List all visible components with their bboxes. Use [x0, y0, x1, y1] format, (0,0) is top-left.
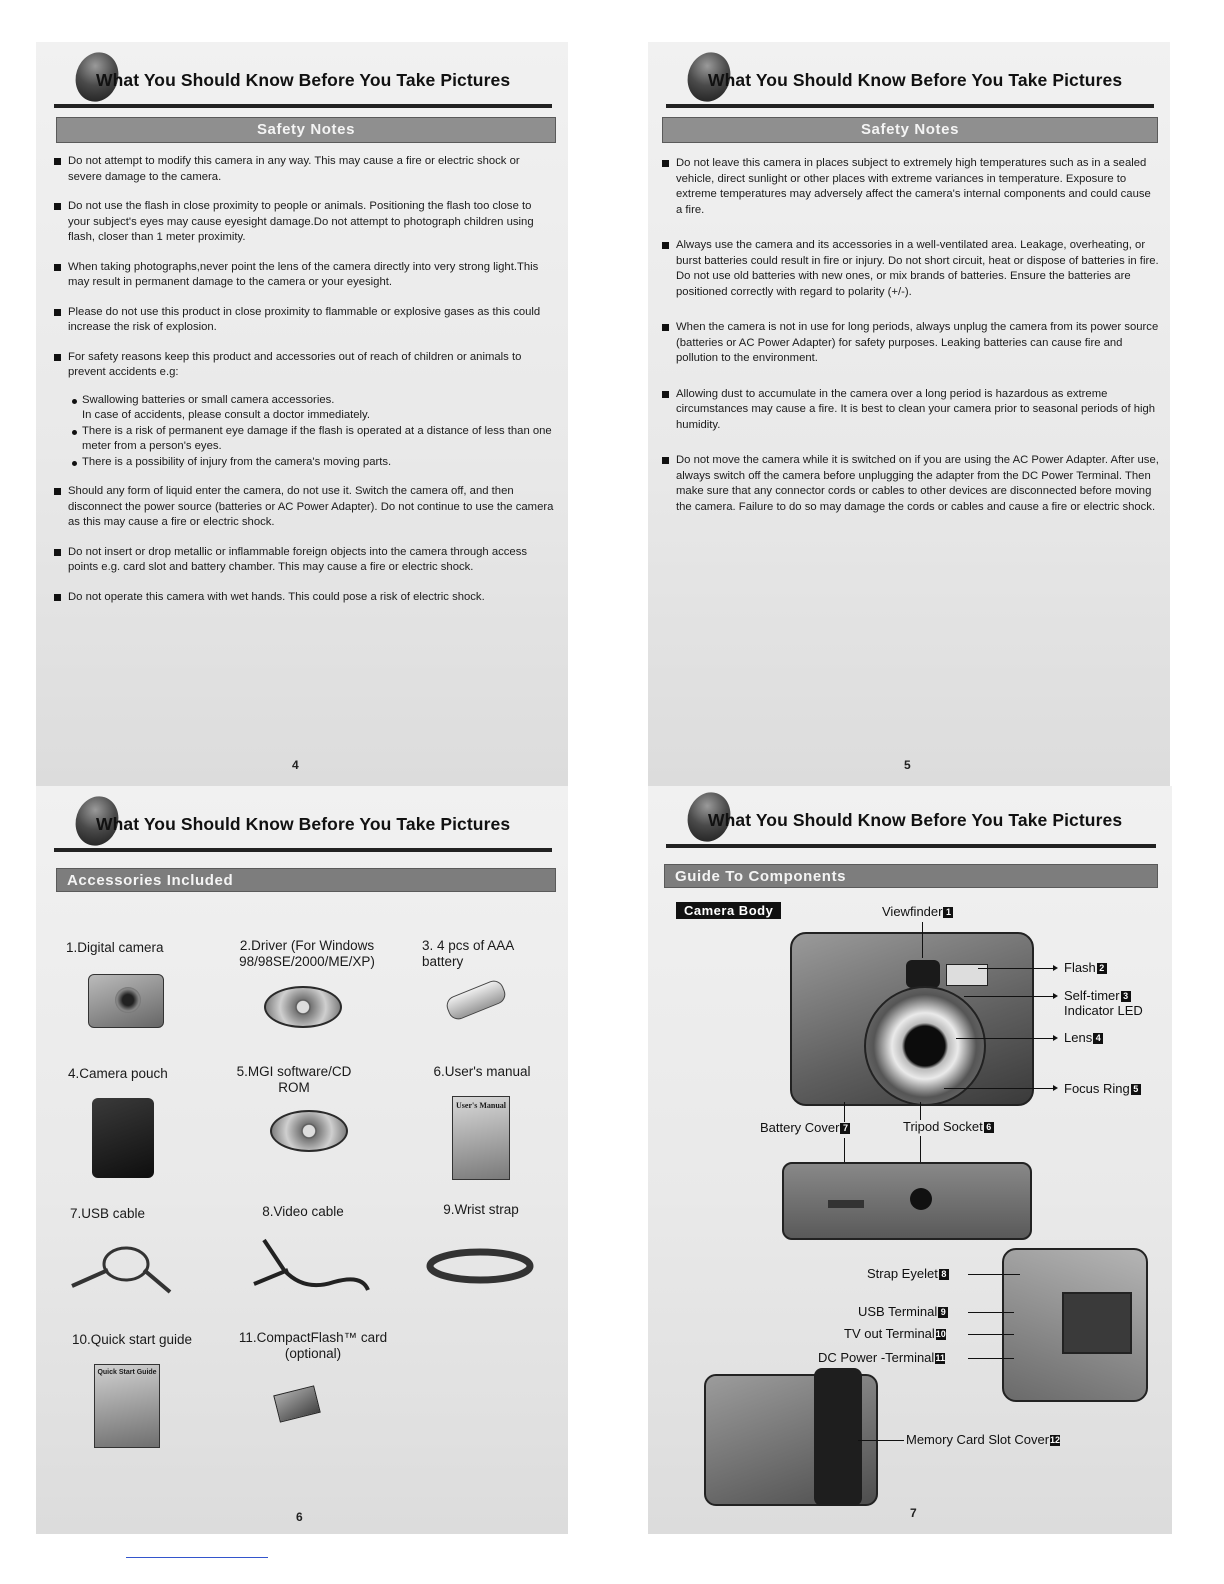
callout-line — [944, 1088, 1054, 1089]
callout-line — [978, 968, 1054, 969]
bullet-square-icon — [54, 264, 61, 271]
safety-notes-list — [662, 156, 1160, 529]
sub-note: Swallowing batteries or small camera accessories. — [68, 393, 554, 409]
camera-bottom-image — [782, 1162, 1032, 1240]
page-number: 5 — [904, 758, 911, 772]
bullet-square-icon — [662, 160, 669, 167]
sub-notes-list — [68, 393, 554, 471]
page-title: What You Should Know Before You Take Pictures — [708, 810, 1123, 830]
accessory-item: 2.Driver (For Windows 98/98SE/2000/ME/XP) — [239, 938, 375, 969]
bullet-square-icon — [54, 158, 61, 165]
bullet-square-icon — [662, 242, 669, 249]
safety-note: Do not use the flash in close proximity to people or animals. Positioning the flash too close to your subject's eyes may cause eyesight damage.Do not attempt to photograph children using flash, closer than 1 meter proximity. — [54, 199, 554, 246]
callout-line — [964, 996, 1054, 997]
safety-note: Please do not use this product in close proximity to flammable or explosive gases as this could increase the risk of explosion. — [54, 305, 554, 336]
safety-note: Do not move the camera while it is switched on if you are using the AC Power Adapter. After use, always switch off the camera before unplugging the adapter from the DC Power Terminal. Then make sure that any connector cords or cables to other devices are disconnected before moving the camera. Failure to do so may damage the cords or cables and cause a fire or electric shock. — [662, 453, 1160, 515]
page-number: 4 — [292, 758, 299, 772]
page-title: What You Should Know Before You Take Pictures — [708, 70, 1123, 90]
accessory-item: 1.Digital camera — [66, 940, 164, 955]
callout-lens: Lens 4 — [1064, 1030, 1103, 1045]
wrist-strap-image — [424, 1242, 538, 1288]
compactflash-card-image — [273, 1385, 321, 1422]
safety-note: When taking photographs,never point the lens of the camera directly into very strong light.This may result in permanent damage to the camera or your eyesight. — [54, 260, 554, 291]
callout-line — [968, 1334, 1014, 1335]
sub-note: There is a risk of permanent eye damage if the flash is operated at a distance of less than one meter from a person's eyes. — [68, 424, 554, 455]
safety-note: Do not operate this camera with wet hands. This could pose a risk of electric shock. — [54, 590, 554, 606]
callout-line — [922, 922, 923, 958]
safety-note: Should any form of liquid enter the camera, do not use it. Switch the camera off, and then disconnect the power source (batteries or AC Power Adapter). Do not continue to use the camera as this may cause a fire or electric shock. — [54, 484, 554, 531]
callout-line — [968, 1358, 1014, 1359]
callout-viewfinder: Viewfinder 1 — [882, 904, 953, 919]
safety-note: Do not insert or drop metallic or inflammable foreign objects into the camera through access points e.g. card slot and battery chamber. This may cause a fire or electric shock. — [54, 545, 554, 576]
section-banner: Safety Notes — [56, 117, 556, 143]
bullet-square-icon — [662, 391, 669, 398]
callout-line — [968, 1274, 1020, 1275]
page-title: What You Should Know Before You Take Pictures — [96, 814, 511, 834]
bullet-square-icon — [54, 203, 61, 210]
section-banner: Safety Notes — [662, 117, 1158, 143]
bullet-dot-icon — [72, 399, 77, 404]
bullet-square-icon — [54, 309, 61, 316]
camera-card-slot-image — [704, 1374, 878, 1506]
accessory-item: 5.MGI software/CD ROM — [236, 1064, 352, 1095]
section-banner: Guide To Components — [664, 864, 1158, 888]
page-header — [54, 796, 552, 856]
sub-note: In case of accidents, please consult a doctor immediately. — [82, 409, 371, 421]
camera-pouch-image — [92, 1098, 154, 1178]
page-number: 6 — [296, 1510, 303, 1524]
section-banner: Accessories Included — [56, 868, 556, 892]
page-header — [666, 792, 1156, 852]
accessory-item: 10.Quick start guide — [72, 1332, 193, 1347]
bullet-square-icon — [54, 549, 61, 556]
quick-start-guide-image: Quick Start Guide — [94, 1364, 160, 1448]
callout-tv-out-terminal: TV out Terminal10 — [844, 1326, 946, 1341]
page-header — [666, 52, 1154, 112]
callout-line — [920, 1102, 921, 1120]
header-rule — [54, 104, 552, 108]
sub-note: There is a possibility of injury from the camera's moving parts. — [68, 455, 554, 471]
callout-line — [844, 1102, 845, 1122]
safety-note: When the camera is not in use for long periods, always unplug the camera from its power source (batteries or AC Power Adapter) for safety purposes. Leaking batteries can cause fire and pollution to the environment. — [662, 320, 1160, 367]
usb-cable-image — [68, 1236, 174, 1296]
page-number: 7 — [910, 1506, 917, 1520]
camera-side-image — [1002, 1248, 1148, 1402]
manual-page-4 — [36, 42, 568, 786]
safety-notes-list — [54, 154, 554, 619]
callout-tripod-socket: Tripod Socket 6 — [903, 1119, 994, 1134]
safety-note: Always use the camera and its accessories in a well-ventilated area. Leakage, overheating, or burst batteries could result in fire or injury. Do not short circuit, heat or dispose of batteries in fire. Do not use old batteries with new ones, or mix brands of batteries. Ensure the batteries are positioned correctly with regard to polarity (+/-). — [662, 238, 1160, 300]
accessory-item: 11.CompactFlash™ card (optional) — [238, 1330, 388, 1361]
camera-front-image — [790, 932, 1034, 1106]
driver-cd-image — [264, 986, 342, 1028]
callout-usb-terminal: USB Terminal 9 — [858, 1304, 948, 1319]
bullet-square-icon — [54, 488, 61, 495]
bullet-square-icon — [54, 594, 61, 601]
manual-page-6 — [36, 786, 568, 1534]
callout-memory-card-slot-cover: Memory Card Slot Cover12 — [906, 1432, 1061, 1447]
bullet-square-icon — [54, 354, 61, 361]
accessory-item: 8.Video cable — [262, 1204, 344, 1219]
safety-note: Allowing dust to accumulate in the camera over a long period is hazardous as extreme circumstances may cause a fire. It is best to clean your camera prior to seasonal periods of high humidity. — [662, 387, 1160, 434]
safety-note: Do not attempt to modify this camera in any way. This may cause a fire or electric shock or severe damage to the camera. — [54, 154, 554, 185]
bullet-square-icon — [662, 324, 669, 331]
blue-underline-mark — [126, 1557, 268, 1558]
callout-strap-eyelet: Strap Eyelet 8 — [867, 1266, 949, 1281]
safety-note: For safety reasons keep this product and accessories out of reach of children or animals to prevent accidents e.g: Swallowing batteries or small camera accessories. In case of accidents, please consult a doctor immediately. There is a risk of permanent eye damage if the flash is operated at a distance of less than one meter from a person's eyes. There is a possibility of injury from the camera's moving parts. — [54, 350, 554, 471]
accessory-item: 6.User's manual — [433, 1064, 531, 1079]
callout-line — [968, 1312, 1014, 1313]
header-rule — [666, 844, 1156, 848]
callout-focus-ring: Focus Ring 5 — [1064, 1081, 1141, 1096]
manual-page-5 — [648, 42, 1170, 786]
safety-note: Do not leave this camera in places subject to extremely high temperatures such as in a sealed vehicle, direct sunlight or other places with extreme variances in temperature. Exposure to extreme temperatures may adversely affect the camera's internal components and could cause a fire. — [662, 156, 1160, 218]
callout-dc-power-terminal: DC Power -Terminal11 — [818, 1350, 946, 1365]
video-cable-image — [244, 1234, 374, 1298]
page-title: What You Should Know Before You Take Pictures — [96, 70, 511, 90]
callout-line — [858, 1440, 904, 1441]
callout-flash: Flash 2 — [1064, 960, 1107, 975]
bullet-square-icon — [662, 457, 669, 464]
users-manual-image: User's Manual — [452, 1096, 510, 1180]
bullet-dot-icon — [72, 430, 77, 435]
callout-indicator-led: Indicator LED — [1064, 1003, 1143, 1018]
digital-camera-image — [88, 974, 164, 1028]
aaa-batteries-image — [444, 978, 509, 1023]
bullet-dot-icon — [72, 461, 77, 466]
header-rule — [666, 104, 1154, 108]
accessory-item: 3. 4 pcs of AAA battery — [422, 938, 514, 969]
manual-page-7 — [648, 786, 1172, 1534]
callout-line — [956, 1038, 1054, 1039]
mgi-cd-image — [270, 1110, 348, 1152]
header-rule — [54, 848, 552, 852]
accessory-item: 9.Wrist strap — [443, 1202, 519, 1217]
accessory-item: 4.Camera pouch — [68, 1066, 168, 1081]
callout-battery-cover: Battery Cover 7 — [760, 1120, 850, 1135]
camera-body-tag: Camera Body — [676, 902, 781, 919]
accessory-item: 7.USB cable — [70, 1206, 146, 1221]
callout-self-timer: Self-timer 3 — [1064, 988, 1131, 1003]
page-header — [54, 52, 552, 112]
